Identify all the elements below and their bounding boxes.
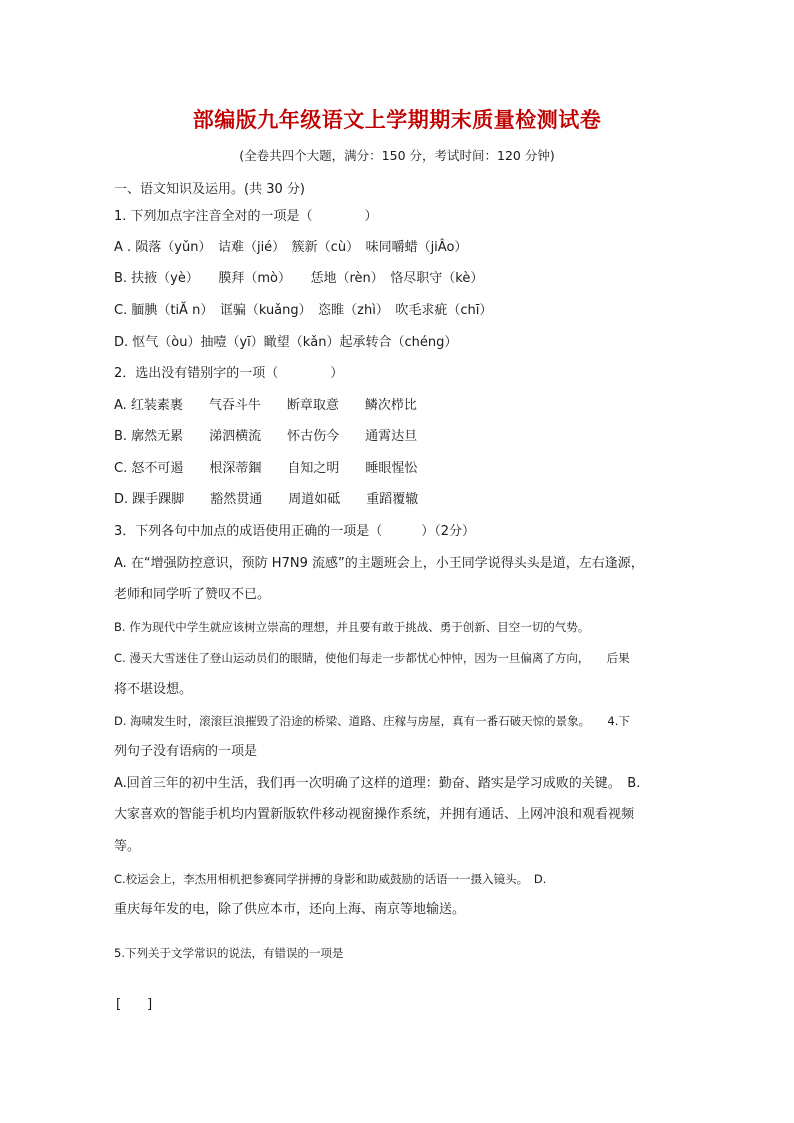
q2-option-a: A. 红装素裹 气吞斗牛 断章取意 鳞次栉比	[114, 398, 417, 413]
q4-option-c: C.校运会上，李杰用相机把参赛同学拼搏的身影和助威鼓励的话语一一摄入镜头。 D.	[114, 872, 547, 886]
q1-option-a: A . 陨落（yǔn） 诘难（jié） 簇新（cù） 味同嚼蜡（jiÂo）	[114, 240, 468, 255]
q2-option-c: C. 怒不可遏 根深蒂錮 自知之明 睡眼惺忪	[114, 461, 418, 476]
q4-option-d: 重庆每年发的电，除了供应本市，还向上海、南京等地输送。	[114, 902, 466, 917]
question-5: 5.下列关于文学常识的说法，有错误的一项是	[114, 946, 344, 960]
question-2: 2．选出没有错别字的一项（ ）	[114, 366, 344, 381]
question-4: 列句子没有语病的一项是	[114, 744, 258, 759]
section-heading: 一、语文知识及运用。(共 30 分)	[114, 182, 305, 197]
q1-option-b: B. 扶掖（yè） 膜拜（mò） 恁地（rèn） 恪尽职守（kè）	[114, 271, 484, 286]
q3-option-c: C. 漫天大雪迷住了登山运动员们的眼睛，使他们每走一步都忧心忡忡，因为一旦偏离了方向， 后果	[114, 651, 630, 665]
q4-option-b-cont: 等。	[114, 839, 141, 854]
answer-bracket: [ ]	[116, 997, 153, 1012]
q3-option-a-cont: 老师和同学听了赞叹不已。	[114, 587, 271, 602]
q3-option-b: B. 作为现代中学生就应该树立崇高的理想，并且要有敢于挑战、勇于创新、目空一切的气势。	[114, 620, 590, 634]
q1-option-d: D. 怄气（òu）抽噎（yī）瞰望（kǎn）起承转合（chéng）	[114, 335, 458, 350]
q3-option-c-cont: 将不堪设想。	[114, 682, 193, 697]
q1-option-c: C. 腼腆（tiĂ n） 诓骗（kuǎng） 恣睢（zhì） 吹毛求疵（chī）	[114, 303, 493, 318]
q3-option-a: A. 在“增强防控意识，预防 H7N9 流感”的主题班会上，小王同学说得头头是道，左右逢源，	[114, 556, 644, 571]
q4-option-a: A.回首三年的初中生活，我们再一次明确了这样的道理：勤奋、踏实是学习成败的关键。 B.	[114, 776, 641, 791]
exam-info: (全卷共四个大题，满分：150 分，考试时间：120 分钟)	[239, 148, 555, 163]
question-3: 3．下列各句中加点的成语使用正确的一项是（ ）（2分）	[114, 524, 476, 539]
q2-option-b: B. 廓然无累 涕泗横流 怀古伤今 通霄达旦	[114, 429, 418, 444]
page-title: 部编版九年级语文上学期期末质量检测试卷	[192, 108, 602, 132]
question-1: 1. 下列加点字注音全对的一项是（ ）	[114, 209, 378, 224]
q4-option-b: 大家喜欢的智能手机均内置新版软件移动视窗操作系统，并拥有通话、上网冲浪和观看视频	[114, 807, 635, 822]
q3-option-d: D. 海啸发生时，滚滚巨浪摧毁了沿途的桥梁、道路、庄稼与房屋，真有一番石破天惊的景象。 4.下	[114, 714, 630, 728]
q2-option-d: D. 踝手踝脚 豁然贯通 周道如砥 重蹈覆辙	[114, 492, 419, 507]
